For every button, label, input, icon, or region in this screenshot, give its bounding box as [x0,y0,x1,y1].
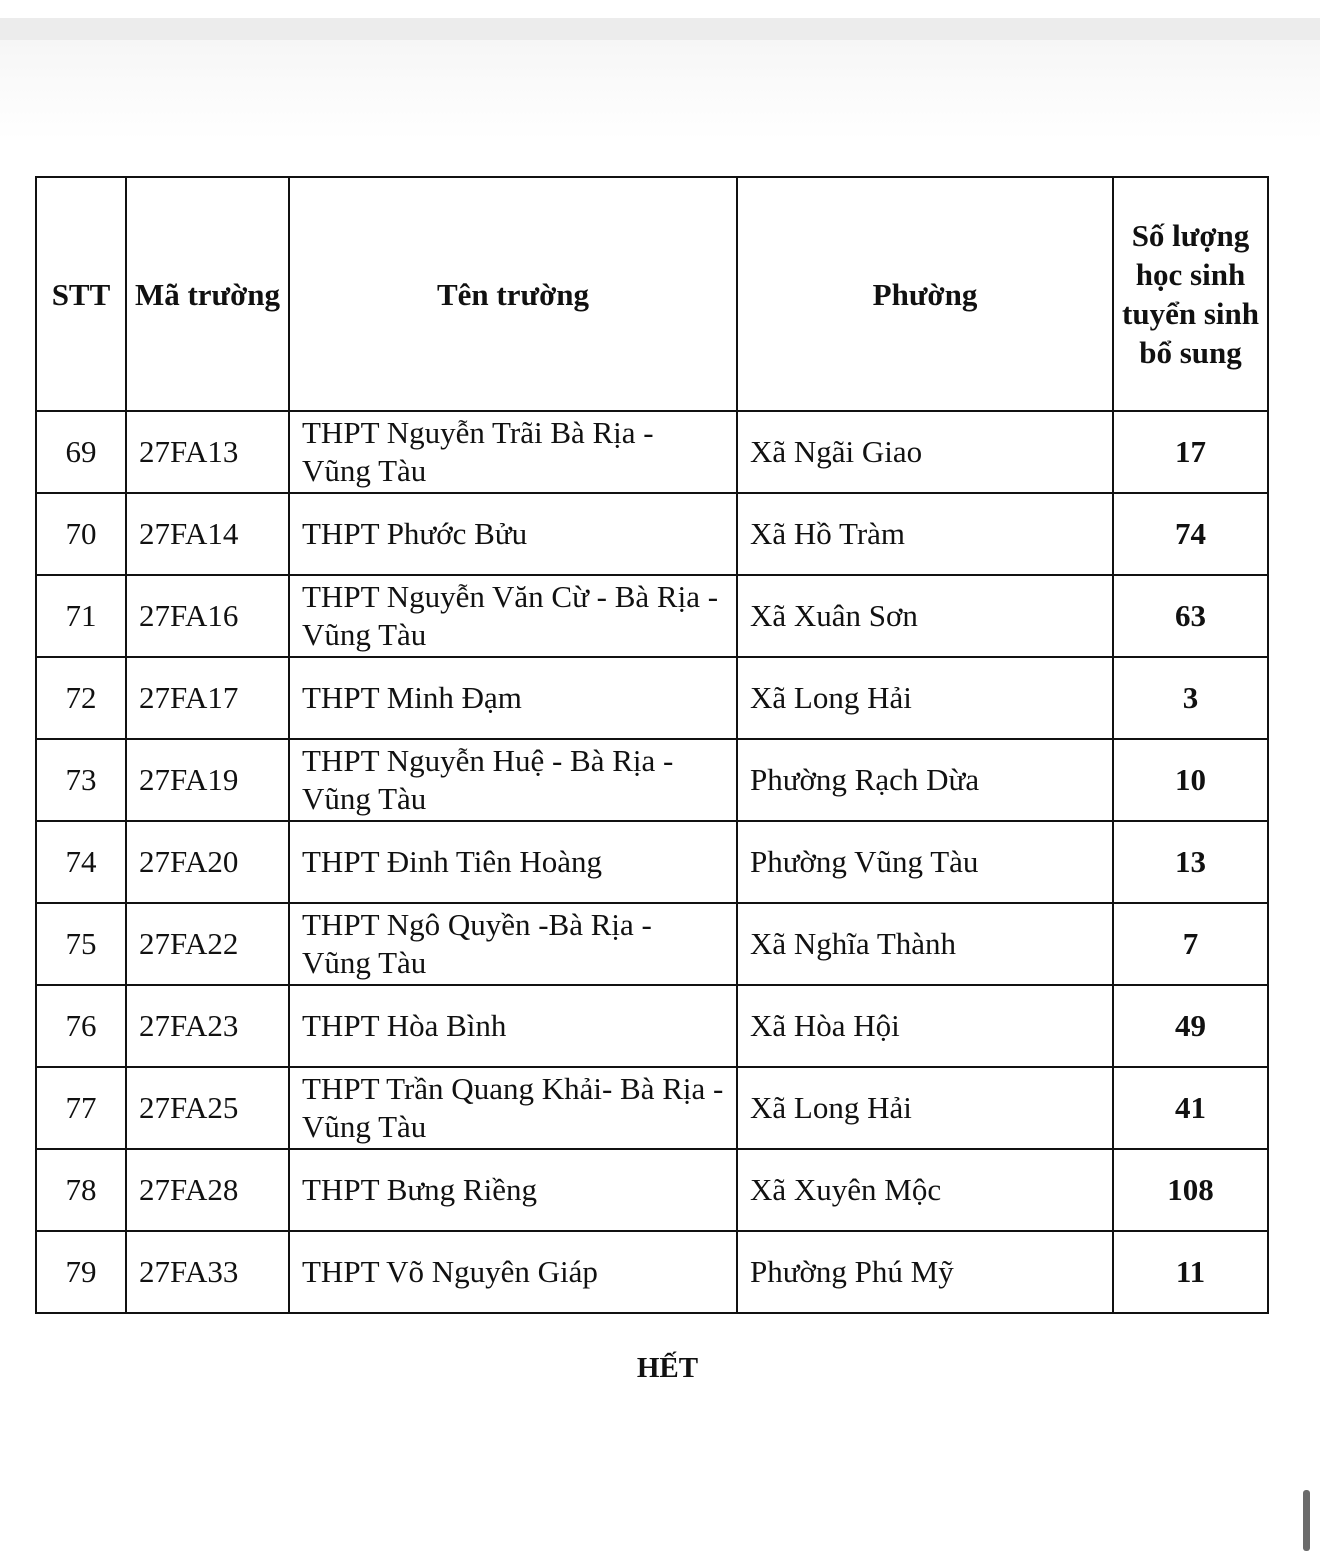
cell-code: 27FA28 [126,1149,289,1231]
cell-ward: Xã Xuyên Mộc [737,1149,1113,1231]
cell-count: 41 [1113,1067,1268,1149]
cell-ward: Xã Ngãi Giao [737,411,1113,493]
cell-name: THPT Bưng Riềng [289,1149,737,1231]
header-ward: Phường [737,177,1113,411]
cell-code: 27FA22 [126,903,289,985]
cell-stt: 79 [36,1231,126,1313]
cell-name: THPT Nguyễn Huệ - Bà Rịa - Vũng Tàu [289,739,737,821]
cell-stt: 72 [36,657,126,739]
cell-stt: 69 [36,411,126,493]
table-row [36,1149,1268,1231]
cell-ward: Xã Hồ Tràm [737,493,1113,575]
cell-ward: Xã Hòa Hội [737,985,1113,1067]
cell-name: THPT Phước Bửu [289,493,737,575]
cell-stt: 78 [36,1149,126,1231]
table-row [36,575,1268,657]
header-stt: STT [36,177,126,411]
scrollbar[interactable] [1303,1490,1310,1551]
header-name: Tên trường [289,177,737,411]
table-body [36,411,1268,1313]
cell-count: 11 [1113,1231,1268,1313]
cell-stt: 73 [36,739,126,821]
top-bar [0,0,1320,18]
cell-count: 74 [1113,493,1268,575]
table-row [36,821,1268,903]
cell-code: 27FA14 [126,493,289,575]
cell-code: 27FA25 [126,1067,289,1149]
cell-name: THPT Đinh Tiên Hoàng [289,821,737,903]
cell-stt: 75 [36,903,126,985]
cell-name: THPT Nguyễn Văn Cừ - Bà Rịa - Vũng Tàu [289,575,737,657]
cell-count: 108 [1113,1149,1268,1231]
cell-ward: Xã Xuân Sơn [737,575,1113,657]
header-fade [0,40,1320,140]
cell-code: 27FA16 [126,575,289,657]
cell-name: THPT Trần Quang Khải- Bà Rịa - Vũng Tàu [289,1067,737,1149]
cell-code: 27FA20 [126,821,289,903]
cell-count: 7 [1113,903,1268,985]
cell-code: 27FA19 [126,739,289,821]
table-row [36,985,1268,1067]
cell-count: 17 [1113,411,1268,493]
cell-ward: Phường Vũng Tàu [737,821,1113,903]
cell-ward: Xã Nghĩa Thành [737,903,1113,985]
header-band [0,18,1320,40]
end-text: HẾT [636,1352,699,1384]
table-row [36,657,1268,739]
table-row [36,1231,1268,1313]
cell-name: THPT Hòa Bình [289,985,737,1067]
table-row [36,1067,1268,1149]
header-count: Số lượng học sinh tuyển sinh bổ sung [1113,177,1268,411]
header-row [36,177,1268,411]
cell-ward: Phường Phú Mỹ [737,1231,1113,1313]
cell-ward: Phường Rạch Dừa [737,739,1113,821]
cell-name: THPT Nguyễn Trãi Bà Rịa - Vũng Tàu [289,411,737,493]
cell-count: 13 [1113,821,1268,903]
cell-name: THPT Ngô Quyền -Bà Rịa - Vũng Tàu [289,903,737,985]
cell-count: 49 [1113,985,1268,1067]
school-table [35,176,1269,1314]
cell-stt: 74 [36,821,126,903]
cell-stt: 77 [36,1067,126,1149]
cell-stt: 70 [36,493,126,575]
cell-code: 27FA33 [126,1231,289,1313]
table-row [36,739,1268,821]
cell-code: 27FA17 [126,657,289,739]
cell-count: 10 [1113,739,1268,821]
table-row [36,903,1268,985]
cell-name: THPT Võ Nguyên Giáp [289,1231,737,1313]
cell-name: THPT Minh Đạm [289,657,737,739]
cell-count: 3 [1113,657,1268,739]
table-row [36,493,1268,575]
header-code: Mã trường [126,177,289,411]
cell-stt: 71 [36,575,126,657]
cell-code: 27FA13 [126,411,289,493]
cell-count: 63 [1113,575,1268,657]
cell-stt: 76 [36,985,126,1067]
table-row [36,411,1268,493]
cell-ward: Xã Long Hải [737,1067,1113,1149]
cell-ward: Xã Long Hải [737,657,1113,739]
cell-code: 27FA23 [126,985,289,1067]
